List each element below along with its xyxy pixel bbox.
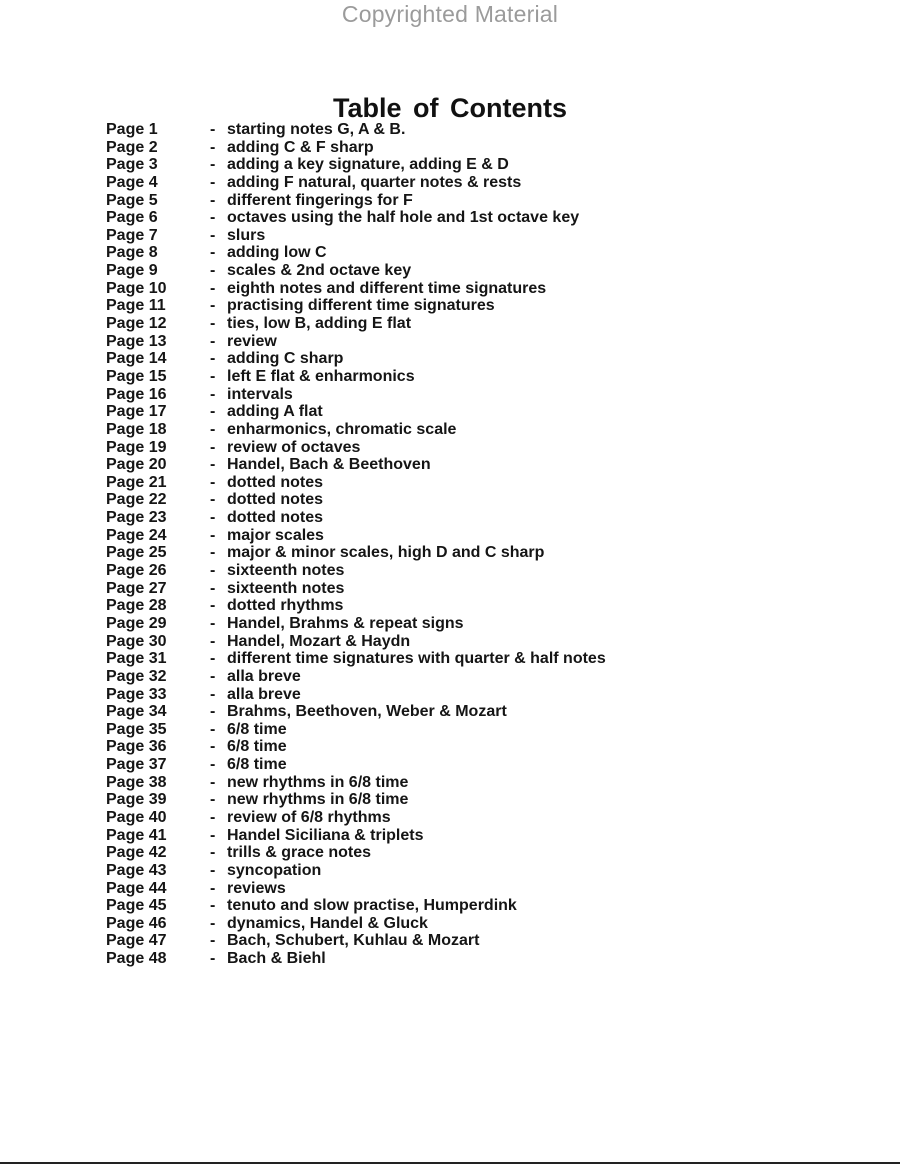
- toc-entry: [106, 597, 606, 615]
- toc-page-number: Page 17: [106, 403, 167, 421]
- toc-entry: [106, 174, 606, 192]
- toc-description: major scales: [227, 526, 324, 544]
- toc-entry: [106, 209, 606, 227]
- toc-page-number: Page 44: [106, 879, 167, 897]
- copyright-watermark: Copyrighted Material: [341, 1, 559, 27]
- toc-entry: [106, 950, 606, 968]
- toc-page-number: Page 22: [106, 491, 167, 509]
- toc-page-number: Page 18: [106, 420, 167, 438]
- toc-description: intervals: [227, 385, 293, 403]
- toc-description: alla breve: [227, 667, 301, 685]
- toc-description: review of octaves: [227, 438, 361, 456]
- toc-separator: -: [210, 703, 216, 721]
- toc-separator: -: [210, 756, 216, 774]
- toc-entry: [106, 474, 606, 492]
- toc-separator: -: [210, 209, 216, 227]
- toc-description: adding C & F sharp: [227, 138, 374, 156]
- toc-entry: [106, 227, 606, 245]
- toc-description: syncopation: [227, 861, 322, 879]
- toc-separator: -: [210, 385, 216, 403]
- toc-page-number: Page 41: [106, 826, 167, 844]
- toc-page-number: Page 8: [106, 244, 158, 262]
- toc-page-number: Page 15: [106, 367, 167, 385]
- toc-page-number: Page 5: [106, 191, 158, 209]
- toc-separator: -: [210, 562, 216, 580]
- toc-description: slurs: [227, 226, 266, 244]
- toc-separator: -: [210, 667, 216, 685]
- toc-entry: [106, 686, 606, 704]
- toc-separator: -: [210, 262, 216, 280]
- toc-page-number: Page 3: [106, 156, 158, 174]
- toc-entry: [106, 756, 606, 774]
- page-title: Table of Contents: [333, 93, 567, 124]
- toc-entry: [106, 615, 606, 633]
- toc-entry: [106, 491, 606, 509]
- table-of-contents-list: [106, 121, 606, 968]
- toc-description: different time signatures with quarter & half notes: [227, 650, 606, 668]
- toc-page-number: Page 30: [106, 632, 167, 650]
- toc-page-number: Page 6: [106, 209, 158, 227]
- toc-page-number: Page 47: [106, 932, 167, 950]
- toc-separator: -: [210, 509, 216, 527]
- toc-entry: [106, 844, 606, 862]
- toc-entry: [106, 333, 606, 351]
- toc-description: enharmonics, chromatic scale: [227, 420, 457, 438]
- toc-page-number: Page 10: [106, 279, 167, 297]
- toc-page-number: Page 19: [106, 438, 167, 456]
- toc-separator: -: [210, 297, 216, 315]
- toc-separator: -: [210, 826, 216, 844]
- toc-entry: [106, 897, 606, 915]
- toc-separator: -: [210, 685, 216, 703]
- toc-entry: [106, 368, 606, 386]
- toc-page-number: Page 28: [106, 597, 167, 615]
- toc-description: dotted notes: [227, 473, 323, 491]
- toc-page-number: Page 16: [106, 385, 167, 403]
- toc-description: practising different time signatures: [227, 297, 495, 315]
- toc-separator: -: [210, 861, 216, 879]
- toc-description: dotted rhythms: [227, 597, 344, 615]
- toc-description: Handel, Mozart & Haydn: [227, 632, 411, 650]
- toc-description: tenuto and slow practise, Humperdink: [227, 897, 517, 915]
- toc-separator: -: [210, 526, 216, 544]
- toc-page-number: Page 46: [106, 914, 167, 932]
- toc-entry: [106, 721, 606, 739]
- toc-description: dynamics, Handel & Gluck: [227, 914, 428, 932]
- toc-description: adding C sharp: [227, 350, 344, 368]
- toc-separator: -: [210, 332, 216, 350]
- toc-entry: [106, 774, 606, 792]
- toc-entry: [106, 439, 606, 457]
- toc-page-number: Page 31: [106, 650, 167, 668]
- toc-description: reviews: [227, 879, 286, 897]
- toc-page-number: Page 45: [106, 897, 167, 915]
- toc-entry: [106, 809, 606, 827]
- toc-page-number: Page 1: [106, 121, 158, 138]
- toc-entry: [106, 386, 606, 404]
- toc-separator: -: [210, 632, 216, 650]
- toc-separator: -: [210, 914, 216, 932]
- toc-separator: -: [210, 614, 216, 632]
- toc-description: Handel, Bach & Beethoven: [227, 456, 431, 474]
- toc-description: review: [227, 332, 277, 350]
- toc-page-number: Page 34: [106, 703, 167, 721]
- toc-description: Bach, Schubert, Kuhlau & Mozart: [227, 932, 480, 950]
- toc-separator: -: [210, 579, 216, 597]
- toc-page-number: Page 38: [106, 773, 167, 791]
- toc-page-number: Page 39: [106, 791, 167, 809]
- toc-description: review of 6/8 rhythms: [227, 808, 391, 826]
- toc-entry: [106, 315, 606, 333]
- toc-page-number: Page 35: [106, 720, 167, 738]
- toc-separator: -: [210, 156, 216, 174]
- toc-description: adding A flat: [227, 403, 323, 421]
- toc-page-number: Page 48: [106, 950, 167, 968]
- toc-separator: -: [210, 897, 216, 915]
- toc-description: alla breve: [227, 685, 301, 703]
- toc-entry: [106, 862, 606, 880]
- toc-entry: [106, 880, 606, 898]
- toc-description: 6/8 time: [227, 720, 287, 738]
- toc-entry: [106, 738, 606, 756]
- toc-separator: -: [210, 226, 216, 244]
- toc-separator: -: [210, 473, 216, 491]
- toc-entry: [106, 580, 606, 598]
- toc-description: left E flat & enharmonics: [227, 367, 415, 385]
- toc-separator: -: [210, 367, 216, 385]
- toc-page-number: Page 2: [106, 138, 158, 156]
- toc-page-number: Page 32: [106, 667, 167, 685]
- toc-separator: -: [210, 121, 216, 138]
- toc-separator: -: [210, 279, 216, 297]
- toc-entry: [106, 121, 606, 139]
- toc-separator: -: [210, 773, 216, 791]
- toc-description: sixteenth notes: [227, 562, 345, 580]
- toc-separator: -: [210, 950, 216, 968]
- toc-description: trills & grace notes: [227, 844, 372, 862]
- toc-page-number: Page 25: [106, 544, 167, 562]
- toc-description: Handel, Brahms & repeat signs: [227, 614, 464, 632]
- toc-page-number: Page 29: [106, 614, 167, 632]
- toc-description: adding a key signature, adding E & D: [227, 156, 509, 174]
- toc-page-number: Page 27: [106, 579, 167, 597]
- toc-separator: -: [210, 244, 216, 262]
- toc-description: scales & 2nd octave key: [227, 262, 412, 280]
- toc-separator: -: [210, 597, 216, 615]
- toc-entry: [106, 156, 606, 174]
- toc-description: ties, low B, adding E flat: [227, 315, 412, 333]
- toc-description: 6/8 time: [227, 756, 287, 774]
- toc-separator: -: [210, 650, 216, 668]
- toc-separator: -: [210, 544, 216, 562]
- toc-description: sixteenth notes: [227, 579, 345, 597]
- toc-page-number: Page 12: [106, 315, 167, 333]
- toc-description: eighth notes and different time signatures: [227, 279, 547, 297]
- toc-page-number: Page 11: [106, 297, 166, 315]
- toc-separator: -: [210, 879, 216, 897]
- toc-page-number: Page 43: [106, 861, 167, 879]
- toc-separator: -: [210, 844, 216, 862]
- toc-separator: -: [210, 491, 216, 509]
- toc-page-number: Page 21: [106, 473, 167, 491]
- toc-description: 6/8 time: [227, 738, 287, 756]
- toc-entry: [106, 280, 606, 298]
- toc-entry: [106, 668, 606, 686]
- toc-page-number: Page 36: [106, 738, 167, 756]
- toc-entry: [106, 403, 606, 421]
- toc-description: octaves using the half hole and 1st octave key: [227, 209, 580, 227]
- toc-entry: [106, 827, 606, 845]
- toc-page-number: Page 9: [106, 262, 158, 280]
- toc-page-number: Page 42: [106, 844, 167, 862]
- toc-page-number: Page 37: [106, 756, 167, 774]
- toc-separator: -: [210, 738, 216, 756]
- toc-entry: [106, 650, 606, 668]
- toc-description: new rhythms in 6/8 time: [227, 791, 409, 809]
- toc-page-number: Page 24: [106, 526, 167, 544]
- toc-separator: -: [210, 808, 216, 826]
- toc-separator: -: [210, 350, 216, 368]
- toc-entry: [106, 915, 606, 933]
- toc-description: Brahms, Beethoven, Weber & Mozart: [227, 703, 507, 721]
- toc-entry: [106, 192, 606, 210]
- toc-separator: -: [210, 173, 216, 191]
- toc-entry: [106, 633, 606, 651]
- toc-description: new rhythms in 6/8 time: [227, 773, 409, 791]
- toc-description: dotted notes: [227, 491, 323, 509]
- toc-page-number: Page 40: [106, 808, 167, 826]
- toc-page-number: Page 20: [106, 456, 167, 474]
- toc-entry: [106, 297, 606, 315]
- toc-description: Bach & Biehl: [227, 950, 326, 968]
- toc-description: dotted notes: [227, 509, 323, 527]
- toc-description: adding F natural, quarter notes & rests: [227, 173, 522, 191]
- toc-description: major & minor scales, high D and C sharp: [227, 544, 545, 562]
- toc-entry: [106, 421, 606, 439]
- toc-separator: -: [210, 403, 216, 421]
- toc-entry: [106, 932, 606, 950]
- toc-entry: [106, 244, 606, 262]
- toc-page-number: Page 23: [106, 509, 167, 527]
- toc-separator: -: [210, 191, 216, 209]
- toc-separator: -: [210, 315, 216, 333]
- toc-page-number: Page 13: [106, 332, 167, 350]
- toc-separator: -: [210, 791, 216, 809]
- toc-separator: -: [210, 138, 216, 156]
- toc-entry: [106, 509, 606, 527]
- toc-description: adding low C: [227, 244, 327, 262]
- toc-page-number: Page 14: [106, 350, 167, 368]
- toc-entry: [106, 139, 606, 157]
- toc-page-number: Page 33: [106, 685, 167, 703]
- toc-separator: -: [210, 456, 216, 474]
- toc-page-number: Page 7: [106, 226, 158, 244]
- toc-page-number: Page 26: [106, 562, 167, 580]
- toc-entry: [106, 562, 606, 580]
- toc-description: Handel Siciliana & triplets: [227, 826, 424, 844]
- toc-entry: [106, 791, 606, 809]
- toc-page-number: Page 4: [106, 173, 158, 191]
- toc-entry: [106, 703, 606, 721]
- toc-entry: [106, 456, 606, 474]
- toc-separator: -: [210, 720, 216, 738]
- toc-entry: [106, 350, 606, 368]
- toc-separator: -: [210, 438, 216, 456]
- toc-entry: [106, 262, 606, 280]
- toc-entry: [106, 544, 606, 562]
- toc-description: different fingerings for F: [227, 191, 413, 209]
- toc-description: starting notes G, A & B.: [227, 121, 406, 138]
- toc-separator: -: [210, 420, 216, 438]
- toc-separator: -: [210, 932, 216, 950]
- toc-entry: [106, 527, 606, 545]
